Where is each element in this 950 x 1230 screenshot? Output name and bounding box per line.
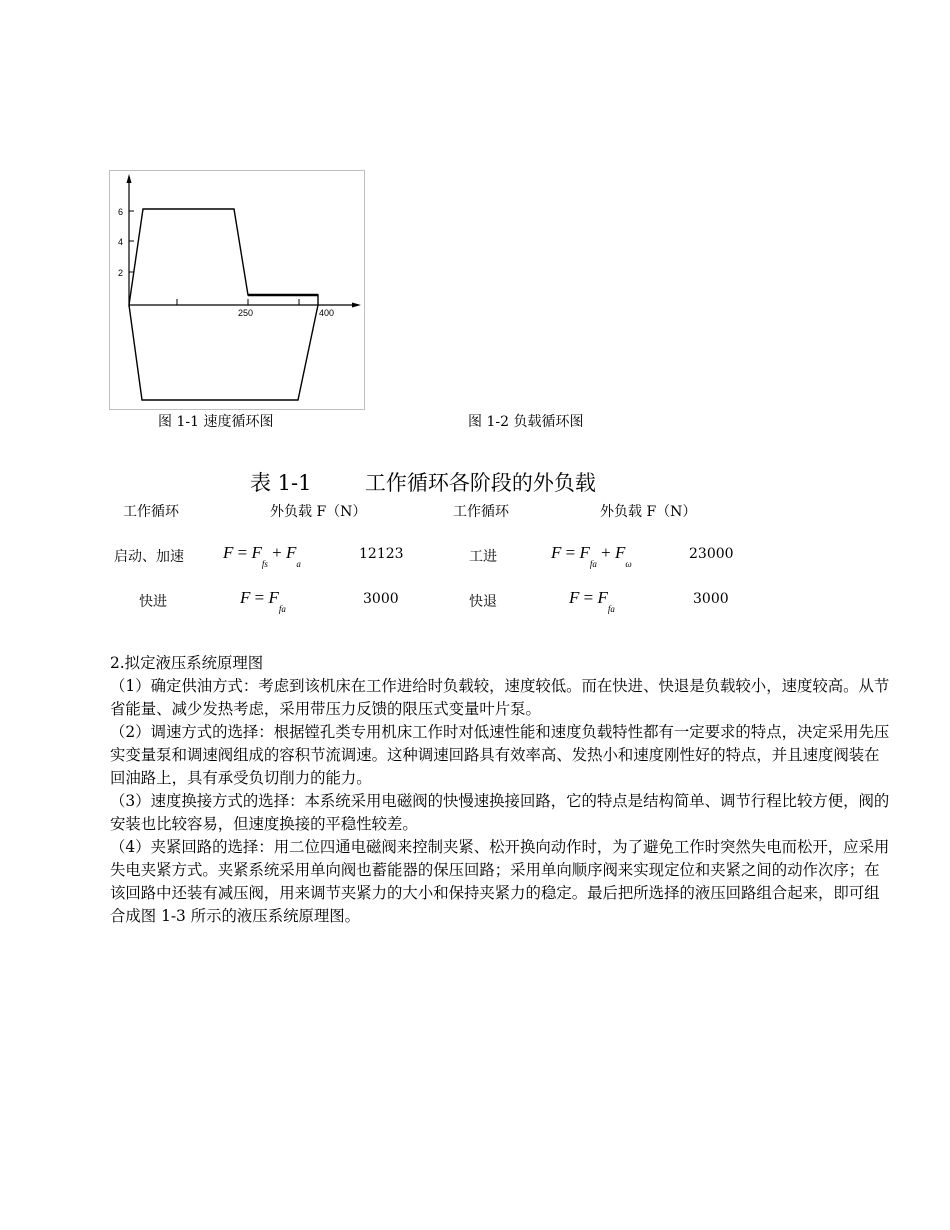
paragraph: （4）夹紧回路的选择：用二位四通电磁阀来控制夹紧、松开换向动作时，为了避免工作时突然失电而松开，应采用失电夹紧方式。夹紧系统采用单向阀也蓄能器的保压回路；采用单向顺序阀来实现定位和夹紧之间的动作次序；在该回路中还装有减压阀，用来调节夹紧力的大小和保持夹紧力的稳定。最后把所选择的液压回路组合起来，即可组合成图 1-3 所示的液压系统原理图。 — [110, 838, 890, 925]
figure-1-1-caption: 图 1-1 速度循环图 — [158, 414, 274, 430]
section-heading: 2.拟定液压系统原理图 — [110, 654, 264, 672]
y-tick-label: 6 — [118, 207, 124, 217]
table-cell-phase: 工进 — [469, 549, 497, 565]
x-axis-arrow — [352, 303, 361, 308]
table-cell-value: 23000 — [689, 546, 734, 562]
x-tick-label: 250 — [238, 308, 254, 318]
paragraph: （1）确定供油方式：考虑到该机床在工作进给时负载较，速度较低。而在快进、快退是负载较小，速度较高。从节省能量、减少发热考虑，采用带压力反馈的限压式变量叶片泵。 — [110, 677, 890, 718]
table-header-load: 外负载 F（N） — [270, 504, 367, 520]
table-header-phase: 工作循环 — [453, 504, 509, 520]
return-speed-line — [129, 305, 318, 400]
table-cell-value: 12123 — [359, 546, 404, 562]
load-formula: $F = F_{fa}$ — [569, 588, 615, 614]
table-cell-value: 3000 — [363, 591, 399, 607]
table-cell-phase: 启动、加速 — [114, 549, 184, 565]
forward-speed-line — [129, 209, 318, 305]
section-body — [110, 652, 890, 928]
load-formula: $F = F_{fs} + F_a$ — [223, 543, 301, 569]
table-cell-phase: 快进 — [139, 594, 167, 610]
paragraph: （3）速度换接方式的选择：本系统采用电磁阀的快慢速换接回路，它的特点是结构简单、调节行程比较方便，阀的安装也比较容易，但速度换接的平稳性较差。 — [110, 792, 890, 833]
paragraph: （2）调速方式的选择：根据镗孔类专用机床工作时对低速性能和速度负载特性都有一定要求的特点，决定采用先压实变量泵和调速阀组成的容积节流调速。这种调速回路具有效率高、发热小和速度刚性好的特点，并且速度阀装在回油路上，具有承受负切削力的能力。 — [110, 723, 890, 787]
table-title: 表 1-1 工作循环各阶段的外负载 — [250, 471, 596, 495]
figure-1-2-caption: 图 1-2 负载循环图 — [468, 414, 584, 430]
table-cell-value: 3000 — [693, 591, 729, 607]
speed-cycle-figure — [109, 170, 365, 410]
table-header-load: 外负载 F（N） — [600, 504, 697, 520]
y-tick-label: 4 — [118, 237, 124, 247]
load-formula: $F = F_{fa} + F_\omega$ — [551, 543, 632, 569]
speed-cycle-plot — [110, 171, 366, 411]
y-tick-label: 2 — [118, 268, 124, 278]
load-formula: $F = F_{fa}$ — [240, 588, 286, 614]
table-cell-phase: 快退 — [469, 594, 497, 610]
x-tick-label: 400 — [319, 308, 335, 318]
y-axis-arrow — [127, 174, 132, 183]
table-header-phase: 工作循环 — [123, 504, 179, 520]
